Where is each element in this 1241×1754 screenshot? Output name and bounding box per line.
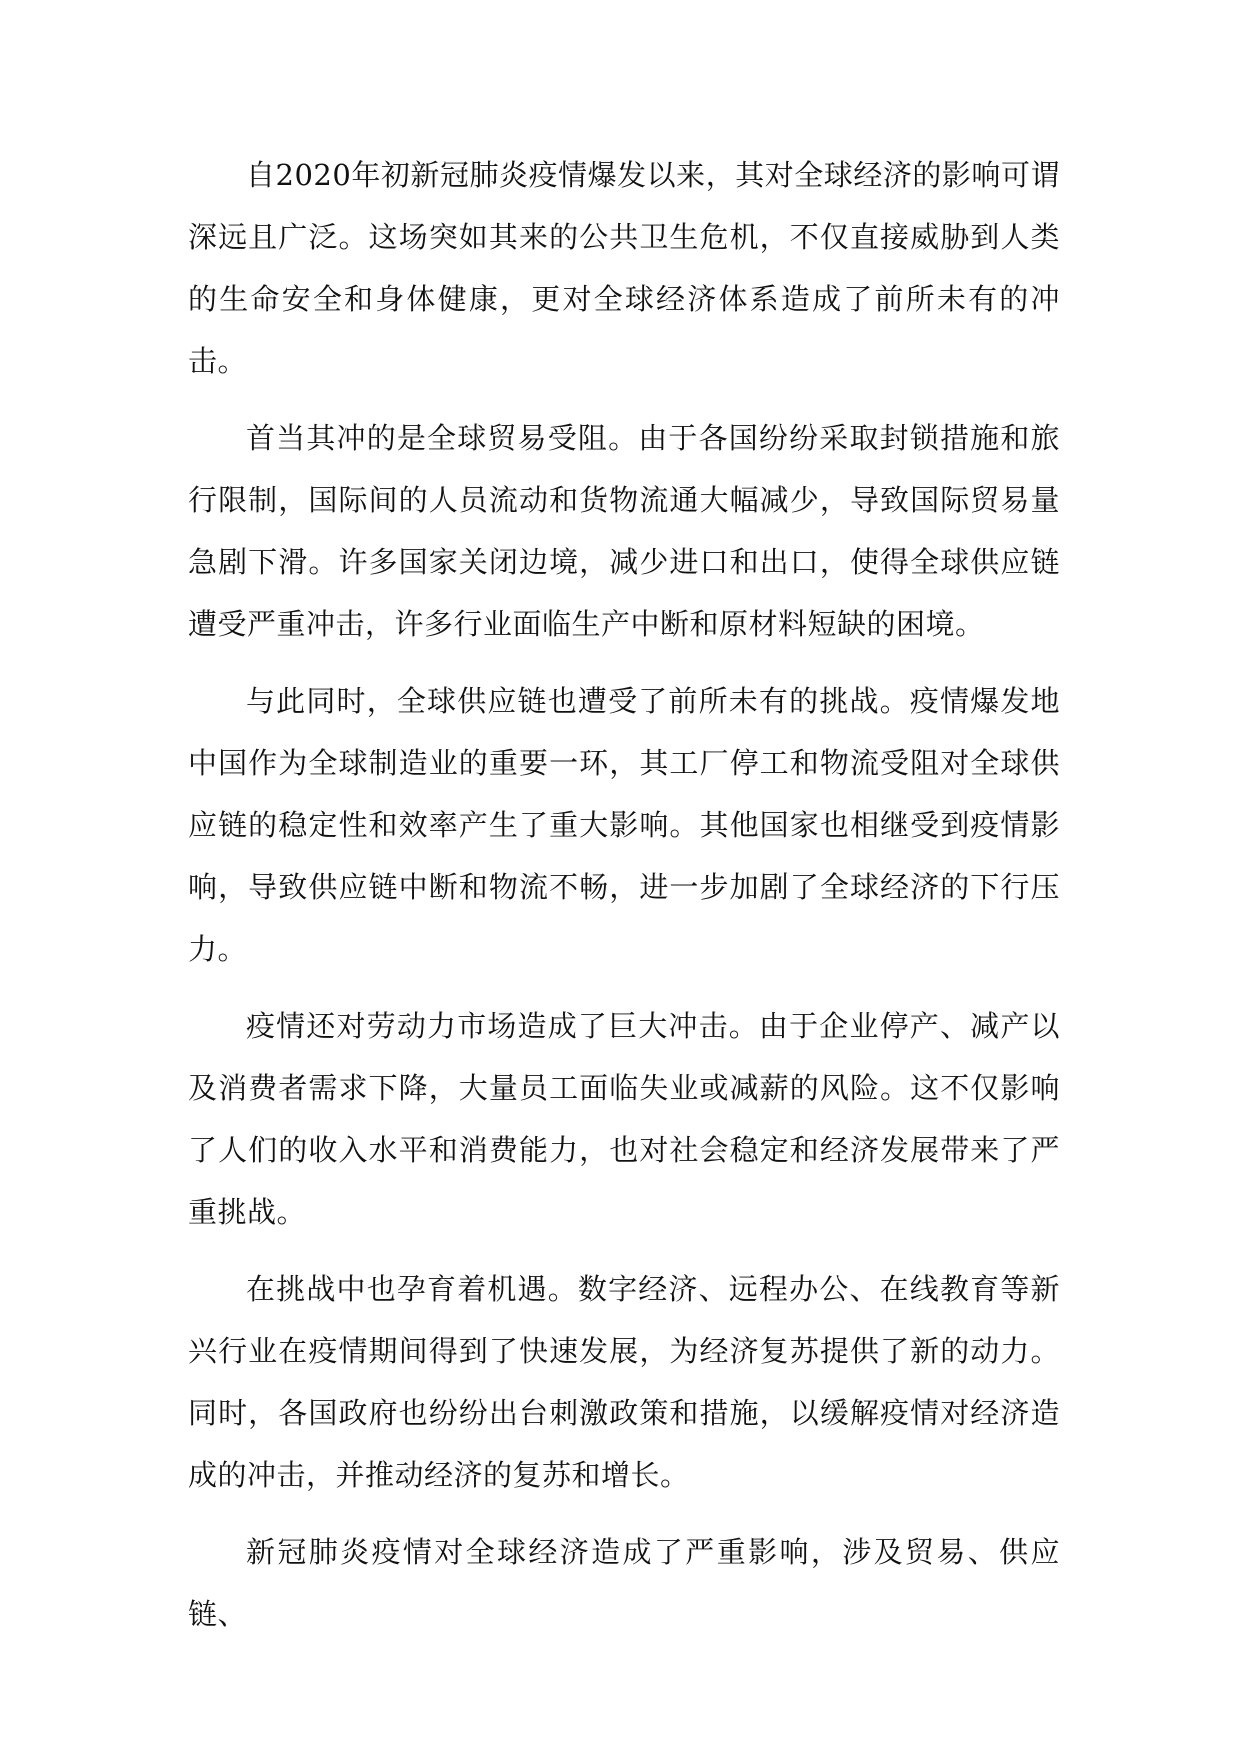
paragraph-opportunities: 在挑战中也孕育着机遇。数字经济、远程办公、在线教育等新兴行业在疫情期间得到了快速发展，为经济复苏提供了新的动力。同时，各国政府也纷纷出台刺激政策和措施，以缓解疫情对经济造成的冲击，并推动经济的复苏和增长。: [188, 1272, 1060, 1492]
document-body: [188, 144, 1060, 1660]
paragraph-trade: 首当其冲的是全球贸易受阻。由于各国纷纷采取封锁措施和旅行限制，国际间的人员流动和货物流通大幅减少，导致国际贸易量急剧下滑。许多国家关闭边境，减少进口和出口，使得全球供应链遭受严重冲击，许多行业面临生产中断和原材料短缺的困境。: [188, 421, 1060, 641]
paragraph-labor-market: 疫情还对劳动力市场造成了巨大冲击。由于企业停产、减产以及消费者需求下降，大量员工面临失业或减薪的风险。这不仅影响了人们的收入水平和消费能力，也对社会稳定和经济发展带来了严重挑战。: [188, 1009, 1060, 1229]
paragraph-supply-chain: 与此同时，全球供应链也遭受了前所未有的挑战。疫情爆发地中国作为全球制造业的重要一环，其工厂停工和物流受阻对全球供应链的稳定性和效率产生了重大影响。其他国家也相继受到疫情影响，导致供应链中断和物流不畅，进一步加剧了全球经济的下行压力。: [188, 684, 1060, 966]
paragraph-intro: 自2020年初新冠肺炎疫情爆发以来，其对全球经济的影响可谓深远且广泛。这场突如其来的公共卫生危机，不仅直接威胁到人类的生命安全和身体健康，更对全球经济体系造成了前所未有的冲击。: [188, 158, 1060, 378]
paragraph-summary: 新冠肺炎疫情对全球经济造成了严重影响，涉及贸易、供应链、: [188, 1535, 1060, 1631]
